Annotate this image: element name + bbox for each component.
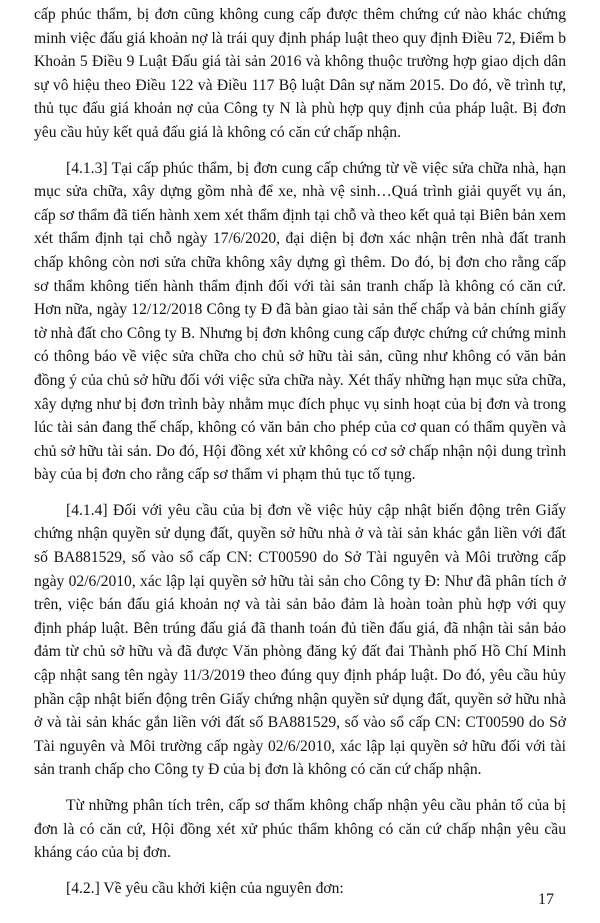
section-heading-4-2: [4.2.] Về yêu cầu khởi kiện của nguyên đơn: (66, 879, 344, 897)
page-number: 17 (538, 891, 554, 908)
paragraph-continuation: cấp phúc thẩm, bị đơn cũng không cung cấp được thêm chứng cứ nào khác chứng minh việc đấu giá khoản nợ là trái quy định pháp luật theo quy định Điều 72, Điểm b Khoản 5 Điều 9 Luật Đấu giá tài sản 2016 và không thuộc trường hợp giao dịch dân sự vô hiệu theo Điều 122 và Điều 117 Bộ luật Dân sự năm 2015. Do đó, về trình tự, thủ tục đấu giá khoản nợ của Công ty N là phù hợp quy định của pháp luật. Bị đơn yêu cầu hủy kết quả đấu giá là không có căn cứ chấp nhận. (34, 6, 566, 141)
paragraph-4-1-4: [4.1.4] Đối với yêu cầu của bị đơn về việc hủy cập nhật biến động trên Giấy chứng nhận quyền sử dụng đất, quyền sở hữu nhà ở và tài sản khác gắn liền với đất số BA881529, số vào sổ cấp CN: CT00590 do Sở Tài nguyên và Môi trường cấp ngày 02/6/2010, xác lập lại quyền sở hữu tài sản cho Công ty Đ: Như đã phân tích ở trên, việc bán đấu giá khoản nợ và tài sản bảo đảm là hoàn toàn phù hợp với quy định pháp luật. Bên trúng đấu giá đã thanh toán đủ tiền đấu giá, đã nhận tài sản bảo đảm từ chủ sở hữu và đã được Văn phòng đăng ký đất đai Thành phố Hồ Chí Minh cập nhật sang tên ngày 11/3/2019 theo đúng quy định pháp luật. Do đó, yêu cầu hủy phần cập nhật biến động trên Giấy chứng nhận quyền sử dụng đất, quyền sở hữu nhà ở và tài sản khác gắn liền với đất số BA881529, số vào sổ cấp CN: CT00590 do Sở Tài nguyên và Môi trường cấp ngày 02/6/2010, xác lập lại quyền sở hữu đối với tài sản tranh chấp cho Công ty Đ của bị đơn là không có căn cứ chấp nhận. (34, 501, 566, 779)
paragraph-4-1-3: [4.1.3] Tại cấp phúc thẩm, bị đơn cung cấp chứng từ về việc sửa chữa nhà, hạn mục sửa chữa, xây dựng gồm nhà để xe, nhà vệ sinh…Quá trình giải quyết vụ án, cấp sơ thẩm đã tiến hành xem xét thẩm định tại chỗ và theo kết quả tại Biên bản xem xét thẩm định tại chỗ ngày 17/6/2020, đại diện bị đơn xác nhận trên nhà đất tranh chấp không còn nơi sửa chữa không xây dựng gì thêm. Do đó, bị đơn cho rằng cấp sơ thẩm không tiến hành thẩm định đối với tài sản tranh chấp là không có căn cứ. Hơn nữa, ngày 12/12/2018 Công ty Đ đã bàn giao tài sản thế chấp và bản chính giấy tờ nhà đất cho Công ty B. Nhưng bị đơn không cung cấp được chứng cứ chứng minh có thông báo về việc sửa chữa cho chủ sở hữu tài sản, cũng như không có văn bản đồng ý của chủ sở hữu đối với việc sửa chữa này. Xét thấy những hạn mục sửa chữa, xây dựng như bị đơn trình bày nhằm mục đích phục vụ sinh hoạt của bị đơn và trong lúc tài sản đang thế chấp, không có văn bản cho phép của cơ quan có thẩm quyền và chủ sở hữu tài sản. Do đó, Hội đồng xét xử không có cơ sở chấp nhận nội dung trình bày của bị đơn cho rằng cấp sơ thẩm vi phạm thủ tục tố tụng. (34, 159, 566, 484)
paragraph-conclusion: Từ những phân tích trên, cấp sơ thẩm không chấp nhận yêu cầu phản tố của bị đơn là có căn cứ, Hội đồng xét xử phúc thẩm không có căn cứ chấp nhận yêu cầu kháng cáo của bị đơn. (34, 797, 566, 862)
body-text (34, 3, 566, 912)
